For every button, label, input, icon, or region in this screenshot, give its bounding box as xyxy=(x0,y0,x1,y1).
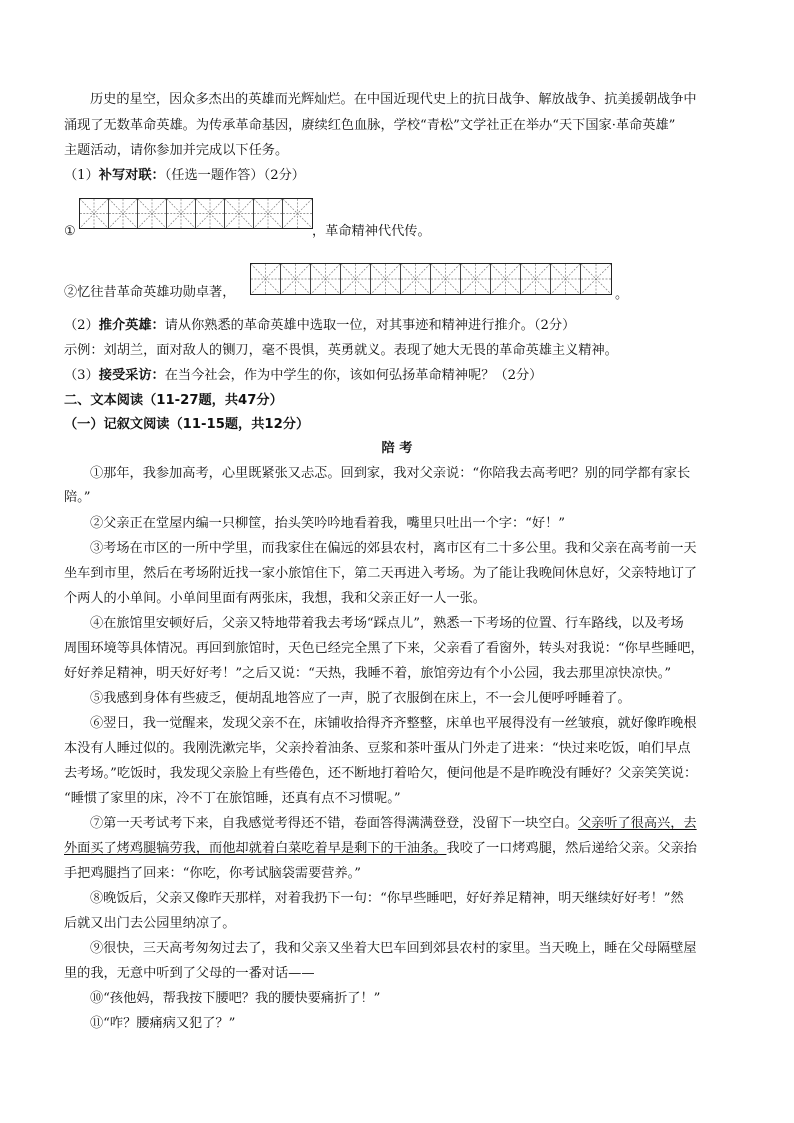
answer-cell[interactable] xyxy=(581,264,611,294)
paragraph-1-line-1: ①那年，我参加高考，心里既紧张又忐忑。回到家，我对父亲说：“你陪我去高考吧？别的同学都有家长 xyxy=(90,466,691,481)
paragraph-10: ⑩“孩他妈，帮我按下腰吧？我的腰快要痛折了！” xyxy=(90,991,381,1006)
paragraph-7-text: ⑦第一天考试考下来，自我感觉考得还不错，卷面答得满满登登，没留下一块空白。 xyxy=(90,816,578,831)
underlined-sentence: 父亲听了很高兴，去 xyxy=(577,816,697,831)
paragraph-7-line-1 xyxy=(90,816,697,832)
answer-cell[interactable] xyxy=(401,264,431,294)
paragraph-5: ⑤我感到身体有些疲乏，便胡乱地答应了一声，脱了衣服倒在床上，不一会儿便呼呼睡着了。 xyxy=(90,691,631,706)
couplet-2-prefix: ②忆往昔革命英雄功勋卓著， xyxy=(64,285,236,300)
question-2-number: （2） xyxy=(64,318,99,333)
section-2-subheading: （一）记叙文阅读（11-15题，共12分） xyxy=(64,417,310,432)
answer-cell[interactable] xyxy=(251,264,281,294)
question-2-text: 请从你熟悉的革命英雄中选取一位，对其事迹和精神进行推介。（2分） xyxy=(164,318,576,333)
answer-cell[interactable] xyxy=(138,199,167,228)
answer-cell[interactable] xyxy=(281,264,311,294)
answer-cell[interactable] xyxy=(311,264,341,294)
paragraph-2: ②父亲正在堂屋内编一只柳筐，抬头笑吟吟地看着我，嘴里只吐出一个字：“好！” xyxy=(90,516,566,531)
question-1-number: （1） xyxy=(64,168,99,183)
paragraph-4-line-2: 周围环境等具体情况。再回到旅馆时，天色已经完全黑了下来，父亲看了看窗外，转头对我说：“你早些睡吧， xyxy=(64,641,704,656)
story-title: 陪 考 xyxy=(381,441,413,456)
answer-cell[interactable] xyxy=(341,264,371,294)
paragraph-3-line-2: 坐车到市里，然后在考场附近找一家小旅馆住下，第二天再进入考场。为了能让我晚间休息好，父亲特地订了 xyxy=(64,566,697,581)
question-1-label: 补写对联： xyxy=(98,168,165,183)
paragraph-1-line-2: 陪。” xyxy=(64,490,91,505)
paragraph-11: ⑪“咋？腰痛病又犯了？” xyxy=(90,1016,236,1031)
couplet-1-suffix: ，革命精神代代传。 xyxy=(312,224,431,239)
answer-cell[interactable] xyxy=(167,199,196,228)
question-3 xyxy=(64,368,542,384)
paragraph-8-line-1: ⑧晚饭后，父亲又像昨天那样，对着我扔下一句：“你早些睡吧，好好养足精神，明天继续好好考！”然 xyxy=(90,891,684,906)
intro-line-1: 历史的星空，因众多杰出的英雄而光辉灿烂。在中国近现代史上的抗日战争、解放战争、抗美援朝战争中 xyxy=(90,92,697,107)
question-1-heading xyxy=(64,168,305,184)
intro-line-3: 主题活动，请你参加并完成以下任务。 xyxy=(64,143,289,158)
paragraph-8-line-2: 后就又出门去公园里纳凉了。 xyxy=(64,916,236,931)
answer-cell[interactable] xyxy=(196,199,225,228)
answer-cell[interactable] xyxy=(461,264,491,294)
section-2-heading: 二、文本阅读（11-27题，共47分） xyxy=(64,393,283,408)
question-3-text: 在当今社会，作为中学生的你，该如何弘扬革命精神呢？（2分） xyxy=(164,368,543,383)
answer-cell[interactable] xyxy=(80,199,109,228)
paragraph-3-line-3: 个两人的小单间。小单间里面有两张床，我想，我和父亲正好一人一张。 xyxy=(64,591,486,606)
paragraph-6-line-2: 本没有人睡过似的。我刚洗漱完毕，父亲拎着油条、豆浆和茶叶蛋从门外走了进来：“快过来吃饭，咱们早点 xyxy=(64,741,691,756)
question-2-label: 推介英雄： xyxy=(98,318,165,333)
answer-cell[interactable] xyxy=(225,199,254,228)
answer-cell[interactable] xyxy=(371,264,401,294)
intro-line-2: 涌现了无数革命英雄。为传承革命基因，赓续红色血脉，学校“青松”文学社正在举办“天下国家·革命英雄” xyxy=(64,118,676,133)
couplet-2-suffix: 。 xyxy=(615,287,629,302)
couplet-1-answer-grid[interactable] xyxy=(79,198,313,229)
question-2 xyxy=(64,318,575,334)
answer-cell[interactable] xyxy=(109,199,138,228)
paragraph-4-line-1: ④在旅馆里安顿好后，父亲又特地带着我去考场“踩点儿”，熟悉一下考场的位置、行车路线，以及考场 xyxy=(90,616,684,631)
paragraph-7-text-cont: 我咬了一口烤鸡腿，然后递给父亲。父亲抬 xyxy=(446,841,697,856)
paragraph-9-line-1: ⑨很快，三天高考匆匆过去了，我和父亲又坐着大巴车回到郊县农村的家里。当天晚上，睡在父母隔壁屋 xyxy=(90,941,697,956)
paragraph-7-line-3: 手把鸡腿挡了回来：“你吃，你考试脑袋需要营养。” xyxy=(64,866,362,881)
question-3-label: 接受采访： xyxy=(98,368,165,383)
paragraph-7-line-2 xyxy=(64,841,697,857)
question-2-example: 示例：刘胡兰，面对敌人的铡刀，毫不畏惧，英勇就义。表现了她大无畏的革命英雄主义精神。 xyxy=(64,343,618,358)
question-1-note: （任选一题作答）（2分） xyxy=(164,168,305,183)
answer-cell[interactable] xyxy=(491,264,521,294)
answer-cell[interactable] xyxy=(551,264,581,294)
couplet-1-prefix: ① xyxy=(64,224,76,239)
paragraph-6-line-3: 去考场。”吃饭时，我发现父亲脸上有些倦色，还不断地打着哈欠，便问他是不是昨晚没有睡好？父亲笑笑说： xyxy=(64,766,698,781)
answer-cell[interactable] xyxy=(254,199,283,228)
answer-cell[interactable] xyxy=(431,264,461,294)
question-3-number: （3） xyxy=(64,368,99,383)
paragraph-3-line-1: ③考场在市区的一所中学里，而我家住在偏远的郊县农村，离市区有二十多公里。我和父亲在高考前一天 xyxy=(90,541,697,556)
paragraph-6-line-1: ⑥翌日，我一觉醒来，发现父亲不在，床铺收拾得齐齐整整，床单也平展得没有一丝皱痕，就好像昨晚根 xyxy=(90,716,697,731)
paragraph-9-line-2: 里的我，无意中听到了父母的一番对话—— xyxy=(64,966,315,981)
couplet-2-answer-grid[interactable] xyxy=(250,263,612,295)
paragraph-4-line-3: 好好养足精神，明天好好考！”之后又说：“天热，我睡不着，旅馆旁边有个小公园，我去那里凉快凉快。” xyxy=(64,666,672,681)
paragraph-6-line-4: “睡惯了家里的床，冷不丁在旅馆睡，还真有点不习惯呢。” xyxy=(64,791,401,806)
answer-cell[interactable] xyxy=(283,199,312,228)
answer-cell[interactable] xyxy=(521,264,551,294)
underlined-sentence-cont: 外面买了烤鸡腿犒劳我，而他却就着白菜吃着早是剩下的干油条。 xyxy=(64,841,447,856)
